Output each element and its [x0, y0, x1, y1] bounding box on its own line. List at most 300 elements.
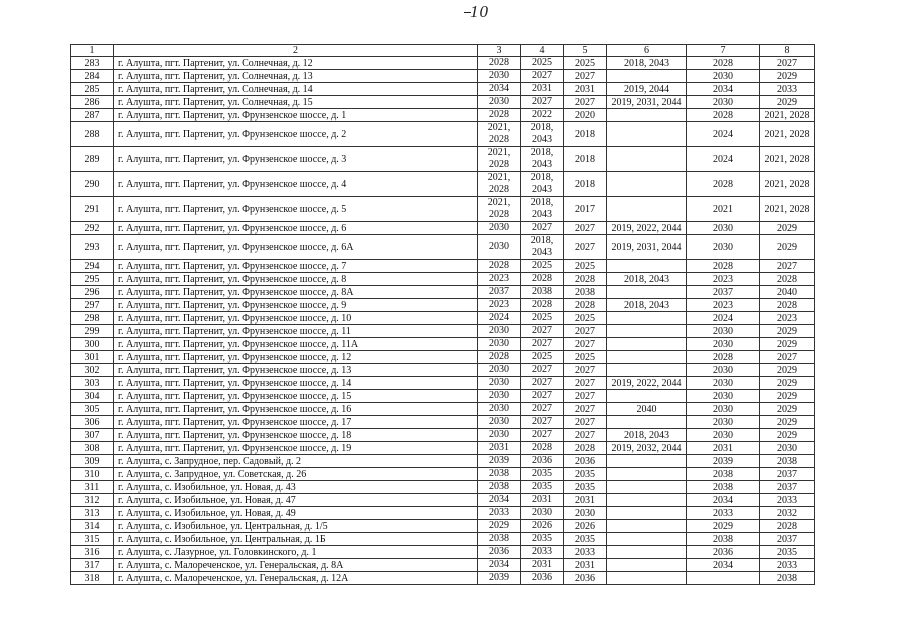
table-cell: 2028 — [478, 260, 521, 273]
table-cell: 2030 — [478, 377, 521, 390]
table-row — [71, 260, 815, 273]
table-row — [71, 520, 815, 533]
table-row — [71, 546, 815, 559]
table-cell: 312 — [71, 494, 114, 507]
table-cell: 2019, 2022, 2044 — [607, 222, 687, 235]
table-cell: 2032 — [760, 507, 815, 520]
table-cell: 2030 — [687, 403, 760, 416]
table-cell: 2031 — [564, 559, 607, 572]
table-cell: 2035 — [564, 533, 607, 546]
table-cell: 2021, 2028 — [760, 147, 815, 172]
table-cell: 2033 — [760, 83, 815, 96]
table-cell: 2024 — [687, 147, 760, 172]
table-cell: 2028 — [564, 273, 607, 286]
table-cell: 2030 — [478, 403, 521, 416]
table-cell: 2034 — [478, 83, 521, 96]
table-cell: 294 — [71, 260, 114, 273]
table-row — [71, 299, 815, 312]
table-row — [71, 222, 815, 235]
table-cell: 2024 — [478, 312, 521, 325]
table-cell: 2030 — [478, 325, 521, 338]
table-cell: г. Алушта, с. Изобильное, ул. Центральная, д. 1/5 — [114, 520, 478, 533]
table-cell: 2027 — [564, 96, 607, 109]
column-header: 7 — [687, 45, 760, 57]
table-cell: 2028 — [478, 351, 521, 364]
table-cell: 2040 — [607, 403, 687, 416]
table-cell: 2028 — [687, 351, 760, 364]
table-cell: 2034 — [687, 494, 760, 507]
table-cell: 2018, 2043 — [607, 273, 687, 286]
table-cell: 310 — [71, 468, 114, 481]
table-row — [71, 429, 815, 442]
table-cell: 283 — [71, 57, 114, 70]
table-cell: г. Алушта, пгт. Партенит, ул. Фрунзенское шоссе, д. 19 — [114, 442, 478, 455]
table-row — [71, 572, 815, 585]
table-row — [71, 351, 815, 364]
table-cell: 293 — [71, 235, 114, 260]
table-row — [71, 325, 815, 338]
table-cell: 2035 — [521, 533, 564, 546]
table-cell: 2039 — [478, 455, 521, 468]
table-row — [71, 559, 815, 572]
table-cell — [607, 455, 687, 468]
table-cell: 2034 — [687, 559, 760, 572]
table-cell: г. Алушта, с. Изобильное, ул. Новая, д. 43 — [114, 481, 478, 494]
table-cell: г. Алушта, пгт. Партенит, ул. Фрунзенское шоссе, д. 6 — [114, 222, 478, 235]
table-cell — [607, 260, 687, 273]
table-cell: 2027 — [760, 260, 815, 273]
table-cell: г. Алушта, пгт. Партенит, ул. Солнечная, д. 12 — [114, 57, 478, 70]
table-cell: 2027 — [521, 222, 564, 235]
table-cell: 2038 — [687, 481, 760, 494]
table-cell — [607, 172, 687, 197]
table-cell: г. Алушта, пгт. Партенит, ул. Фрунзенское шоссе, д. 14 — [114, 377, 478, 390]
table-cell: 286 — [71, 96, 114, 109]
table-cell: 2030 — [478, 222, 521, 235]
table-row — [71, 364, 815, 377]
table-cell: 2027 — [521, 416, 564, 429]
table-cell: 2027 — [564, 235, 607, 260]
table-row — [71, 197, 815, 222]
table-cell: 308 — [71, 442, 114, 455]
table-cell: 2030 — [687, 416, 760, 429]
table-cell: 2033 — [521, 546, 564, 559]
table-cell: 2030 — [687, 222, 760, 235]
table-cell: 2031 — [521, 559, 564, 572]
table-cell: 2021, 2028 — [760, 122, 815, 147]
table-cell: 2037 — [760, 468, 815, 481]
table-cell: 2038 — [478, 533, 521, 546]
table-cell: 2030 — [478, 429, 521, 442]
table-cell: г. Алушта, пгт. Партенит, ул. Фрунзенское шоссе, д. 3 — [114, 147, 478, 172]
table-cell — [607, 520, 687, 533]
table-cell: 2028 — [687, 260, 760, 273]
table-cell — [607, 351, 687, 364]
table-cell: г. Алушта, пгт. Партенит, ул. Фрунзенское шоссе, д. 17 — [114, 416, 478, 429]
table-cell — [687, 572, 760, 585]
table-cell: г. Алушта, пгт. Партенит, ул. Солнечная, д. 15 — [114, 96, 478, 109]
table-cell: 2023 — [760, 312, 815, 325]
table-cell: 2021, 2028 — [760, 109, 815, 122]
table-cell — [607, 533, 687, 546]
table-cell: 316 — [71, 546, 114, 559]
table-row — [71, 96, 815, 109]
table-cell: 2030 — [478, 338, 521, 351]
column-header: 1 — [71, 45, 114, 57]
table-cell: 2035 — [521, 468, 564, 481]
table-cell: 2039 — [478, 572, 521, 585]
table-cell: 2020 — [564, 109, 607, 122]
table-cell: 2027 — [521, 70, 564, 83]
table-cell: 2019, 2032, 2044 — [607, 442, 687, 455]
table-cell: 2029 — [760, 429, 815, 442]
table-cell: 2037 — [760, 481, 815, 494]
table-cell: 2027 — [564, 70, 607, 83]
table-cell: 2038 — [564, 286, 607, 299]
table-cell: 2029 — [760, 96, 815, 109]
table-cell: 2024 — [687, 122, 760, 147]
table-cell: г. Алушта, пгт. Партенит, ул. Фрунзенское шоссе, д. 2 — [114, 122, 478, 147]
table-cell: 2018 — [564, 172, 607, 197]
table-cell: г. Алушта, пгт. Партенит, ул. Фрунзенское шоссе, д. 7 — [114, 260, 478, 273]
table-row — [71, 390, 815, 403]
table-cell: г. Алушта, с. Запрудное, пер. Садовый, д. 2 — [114, 455, 478, 468]
table-cell: 2031 — [521, 494, 564, 507]
column-header: 2 — [114, 45, 478, 57]
table-cell: 2036 — [478, 546, 521, 559]
table-cell: г. Алушта, пгт. Партенит, ул. Фрунзенское шоссе, д. 8А — [114, 286, 478, 299]
table-cell: 284 — [71, 70, 114, 83]
table-cell: 2027 — [564, 222, 607, 235]
table-cell — [607, 70, 687, 83]
table-cell: г. Алушта, пгт. Партенит, ул. Фрунзенское шоссе, д. 11 — [114, 325, 478, 338]
table-cell: 315 — [71, 533, 114, 546]
table-row — [71, 468, 815, 481]
column-header: 8 — [760, 45, 815, 57]
table-cell — [607, 147, 687, 172]
table-cell: 2021 — [687, 197, 760, 222]
table-cell: 2029 — [687, 520, 760, 533]
table-cell: 2021, 2028 — [760, 172, 815, 197]
table-cell — [607, 312, 687, 325]
table-cell: 2036 — [564, 455, 607, 468]
table-cell: 2018, 2043 — [521, 235, 564, 260]
table-cell: 2030 — [687, 390, 760, 403]
table-cell: 2028 — [521, 299, 564, 312]
table-cell: 303 — [71, 377, 114, 390]
table-cell: 307 — [71, 429, 114, 442]
table-cell: 2029 — [760, 338, 815, 351]
table-cell: г. Алушта, с. Лазурное, ул. Головкинского, д. 1 — [114, 546, 478, 559]
table-cell: 2018, 2043 — [521, 197, 564, 222]
column-header: 4 — [521, 45, 564, 57]
table-cell: 2033 — [687, 507, 760, 520]
table-cell: 288 — [71, 122, 114, 147]
table-cell: 2030 — [687, 364, 760, 377]
table-cell: 2029 — [760, 390, 815, 403]
table-cell — [607, 325, 687, 338]
table-cell: 2034 — [687, 83, 760, 96]
table-cell: 2028 — [687, 109, 760, 122]
table-row — [71, 312, 815, 325]
table-cell: 2025 — [521, 351, 564, 364]
table-cell: 2028 — [478, 57, 521, 70]
table-cell: г. Алушта, с. Малореченское, ул. Генеральская, д. 12А — [114, 572, 478, 585]
table-cell: 2027 — [564, 390, 607, 403]
table-cell: 2023 — [478, 273, 521, 286]
table-cell: 297 — [71, 299, 114, 312]
table-cell: 2025 — [564, 312, 607, 325]
table-cell: 2030 — [478, 416, 521, 429]
table-cell: 2018 — [564, 122, 607, 147]
table-cell: 2028 — [521, 442, 564, 455]
table-cell: 2025 — [564, 57, 607, 70]
table-cell: 295 — [71, 273, 114, 286]
table-cell — [607, 468, 687, 481]
table-cell: 2021, 2028 — [478, 172, 521, 197]
table-row — [71, 442, 815, 455]
table-cell: 2030 — [478, 235, 521, 260]
table-cell: 305 — [71, 403, 114, 416]
table-row — [71, 147, 815, 172]
table-cell: 2037 — [760, 533, 815, 546]
table-cell: 2027 — [564, 338, 607, 351]
table-cell: 2019, 2022, 2044 — [607, 377, 687, 390]
table-cell: г. Алушта, пгт. Партенит, ул. Фрунзенское шоссе, д. 10 — [114, 312, 478, 325]
table-row — [71, 377, 815, 390]
table-cell: 2031 — [564, 494, 607, 507]
table-cell: 296 — [71, 286, 114, 299]
table-cell: 287 — [71, 109, 114, 122]
table-cell: 2038 — [760, 572, 815, 585]
table-cell: 2033 — [760, 559, 815, 572]
table-cell: 2038 — [760, 455, 815, 468]
table-cell: 2036 — [521, 572, 564, 585]
table-cell: г. Алушта, пгт. Партенит, ул. Фрунзенское шоссе, д. 5 — [114, 197, 478, 222]
table-cell: 2030 — [478, 390, 521, 403]
table-cell: 292 — [71, 222, 114, 235]
table-row — [71, 507, 815, 520]
table-cell: 301 — [71, 351, 114, 364]
table-cell: 2028 — [564, 442, 607, 455]
table-cell: 2018, 2043 — [607, 299, 687, 312]
table-row — [71, 286, 815, 299]
table-cell: 2025 — [564, 351, 607, 364]
table-cell: г. Алушта, пгт. Партенит, ул. Фрунзенское шоссе, д. 4 — [114, 172, 478, 197]
table-cell: 2029 — [478, 520, 521, 533]
table-cell: г. Алушта, пгт. Партенит, ул. Фрунзенское шоссе, д. 6А — [114, 235, 478, 260]
table-cell: 2029 — [760, 70, 815, 83]
table-cell: 2030 — [478, 364, 521, 377]
table-row — [71, 416, 815, 429]
table-cell: 2029 — [760, 416, 815, 429]
table-cell: г. Алушта, пгт. Партенит, ул. Солнечная, д. 14 — [114, 83, 478, 96]
table-cell: 2027 — [564, 364, 607, 377]
table-row — [71, 57, 815, 70]
table-cell: г. Алушта, пгт. Партенит, ул. Фрунзенское шоссе, д. 18 — [114, 429, 478, 442]
table-cell — [607, 197, 687, 222]
table-cell: г. Алушта, пгт. Партенит, ул. Фрунзенское шоссе, д. 16 — [114, 403, 478, 416]
data-table — [70, 44, 815, 585]
table-cell: 2030 — [687, 70, 760, 83]
table-cell: 2023 — [687, 273, 760, 286]
table-row — [71, 172, 815, 197]
table-cell: 2028 — [760, 273, 815, 286]
column-header: 5 — [564, 45, 607, 57]
table-cell: г. Алушта, с. Изобильное, ул. Новая, д. 49 — [114, 507, 478, 520]
table-cell: 2036 — [687, 546, 760, 559]
table-cell: 2017 — [564, 197, 607, 222]
table-cell: 2029 — [760, 403, 815, 416]
table-cell: 2019, 2031, 2044 — [607, 235, 687, 260]
table-row — [71, 122, 815, 147]
table-cell: г. Алушта, пгт. Партенит, ул. Фрунзенское шоссе, д. 1 — [114, 109, 478, 122]
table-cell: 2030 — [687, 338, 760, 351]
table-cell: 2021, 2028 — [478, 197, 521, 222]
table-cell: 2038 — [478, 481, 521, 494]
table-cell: 2029 — [760, 377, 815, 390]
table-cell: г. Алушта, с. Изобильное, ул. Новая, д. 47 — [114, 494, 478, 507]
table-cell: 2027 — [521, 325, 564, 338]
table-row — [71, 338, 815, 351]
table-cell: г. Алушта, пгт. Партенит, ул. Фрунзенское шоссе, д. 11А — [114, 338, 478, 351]
table-cell: г. Алушта, пгт. Партенит, ул. Фрунзенское шоссе, д. 13 — [114, 364, 478, 377]
table-cell: 2027 — [521, 403, 564, 416]
table-cell: 2036 — [521, 455, 564, 468]
table-cell: 2036 — [564, 572, 607, 585]
table-cell — [607, 507, 687, 520]
table-cell: 291 — [71, 197, 114, 222]
table-cell: 2038 — [687, 533, 760, 546]
table-cell: 2031 — [687, 442, 760, 455]
table-row — [71, 403, 815, 416]
table-cell: 2028 — [478, 109, 521, 122]
table-cell: 2018 — [564, 147, 607, 172]
table-cell: 2027 — [564, 416, 607, 429]
table-cell: 314 — [71, 520, 114, 533]
table-row — [71, 481, 815, 494]
table-cell: 2037 — [687, 286, 760, 299]
table-row — [71, 273, 815, 286]
table-cell: 2027 — [760, 57, 815, 70]
table-cell: 2021, 2028 — [478, 122, 521, 147]
table-cell — [607, 286, 687, 299]
table-cell: 2028 — [687, 57, 760, 70]
table-cell: 2028 — [564, 299, 607, 312]
table-cell: 2030 — [687, 325, 760, 338]
table-cell: 2027 — [564, 429, 607, 442]
table-cell: 2027 — [564, 377, 607, 390]
table-cell: 313 — [71, 507, 114, 520]
table-cell: 2018, 2043 — [607, 429, 687, 442]
table-cell: 2035 — [521, 481, 564, 494]
table-cell: 298 — [71, 312, 114, 325]
table-cell: 2030 — [760, 442, 815, 455]
table-cell: 318 — [71, 572, 114, 585]
table-row — [71, 109, 815, 122]
table-cell: 2039 — [687, 455, 760, 468]
table-cell: 2024 — [687, 312, 760, 325]
table-cell: 2027 — [521, 364, 564, 377]
table-cell: 2018, 2043 — [607, 57, 687, 70]
page-number: 10 — [470, 2, 489, 21]
table-cell — [607, 338, 687, 351]
table-row — [71, 455, 815, 468]
table-cell: г. Алушта, пгт. Партенит, ул. Фрунзенское шоссе, д. 8 — [114, 273, 478, 286]
table-cell: 2025 — [521, 260, 564, 273]
table-cell: 2030 — [687, 429, 760, 442]
table-cell: 2029 — [760, 364, 815, 377]
table-cell: 2019, 2031, 2044 — [607, 96, 687, 109]
table-cell: 2030 — [687, 235, 760, 260]
table-cell: 289 — [71, 147, 114, 172]
column-header: 3 — [478, 45, 521, 57]
table-cell: 2033 — [478, 507, 521, 520]
table-cell: 2030 — [478, 70, 521, 83]
table-cell: 2040 — [760, 286, 815, 299]
table-cell: 2022 — [521, 109, 564, 122]
table-cell: 2029 — [760, 235, 815, 260]
table-cell: 2027 — [564, 403, 607, 416]
table-cell: 2018, 2043 — [521, 122, 564, 147]
table-cell: г. Алушта, с. Малореченское, ул. Генеральская, д. 8А — [114, 559, 478, 572]
table-cell: г. Алушта, пгт. Партенит, ул. Солнечная, д. 13 — [114, 70, 478, 83]
table-cell: 2038 — [687, 468, 760, 481]
table-cell: 2025 — [564, 260, 607, 273]
table-cell: 2027 — [521, 377, 564, 390]
table-cell: 2021, 2028 — [478, 147, 521, 172]
table-cell: 2031 — [521, 83, 564, 96]
table-cell: 2026 — [564, 520, 607, 533]
table-cell: 2029 — [760, 325, 815, 338]
table-cell: 2021, 2028 — [760, 197, 815, 222]
table-cell: 2027 — [521, 338, 564, 351]
table-cell: 2033 — [564, 546, 607, 559]
table-cell: 2031 — [478, 442, 521, 455]
table-cell — [607, 416, 687, 429]
table-cell: 285 — [71, 83, 114, 96]
table-cell: 2028 — [521, 273, 564, 286]
table-cell — [607, 364, 687, 377]
table-cell: 2027 — [521, 390, 564, 403]
table-cell — [607, 390, 687, 403]
table-cell: 2027 — [564, 325, 607, 338]
table-cell: г. Алушта, пгт. Партенит, ул. Фрунзенское шоссе, д. 9 — [114, 299, 478, 312]
table-cell: 2038 — [521, 286, 564, 299]
table-row — [71, 83, 815, 96]
table-row — [71, 235, 815, 260]
table-row — [71, 70, 815, 83]
table-cell: 2037 — [478, 286, 521, 299]
table-cell: 2025 — [521, 312, 564, 325]
table-cell: 2034 — [478, 494, 521, 507]
table-cell: 290 — [71, 172, 114, 197]
table-cell — [607, 546, 687, 559]
table-cell — [607, 572, 687, 585]
table-cell: г. Алушта, с. Изобильное, ул. Центральная, д. 1Б — [114, 533, 478, 546]
table-cell: 2038 — [478, 468, 521, 481]
table-cell: г. Алушта, с. Запрудное, ул. Советская, д. 26 — [114, 468, 478, 481]
table-cell — [607, 122, 687, 147]
table-cell: 2035 — [760, 546, 815, 559]
table-cell: 2027 — [521, 429, 564, 442]
table-cell: г. Алушта, пгт. Партенит, ул. Фрунзенское шоссе, д. 15 — [114, 390, 478, 403]
table-cell: 2027 — [760, 351, 815, 364]
table-row — [71, 533, 815, 546]
table-cell: 2035 — [564, 481, 607, 494]
table-cell: 2030 — [521, 507, 564, 520]
table-cell: 300 — [71, 338, 114, 351]
